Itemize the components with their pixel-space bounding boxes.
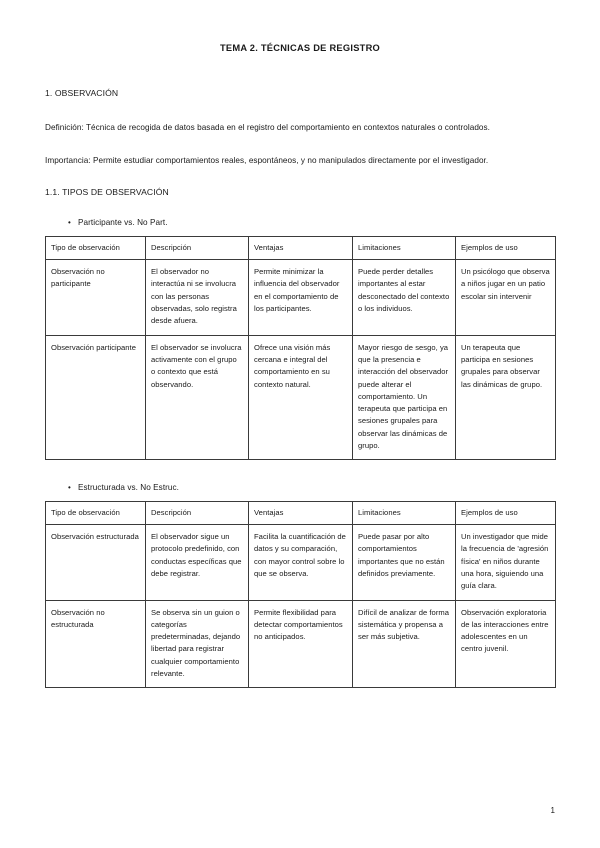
table-header-row bbox=[46, 236, 556, 259]
table-cell: Difícil de analizar de forma sistemática y propensa a ser más subjetiva. bbox=[353, 600, 456, 688]
subsection-heading-tipos-de-observacion: 1.1. TIPOS DE OBSERVACIÓN bbox=[45, 187, 169, 198]
table-column-header: Tipo de observación bbox=[46, 236, 146, 259]
table-cell: Observación participante bbox=[46, 335, 146, 460]
page-title: TEMA 2. TÉCNICAS DE REGISTRO bbox=[219, 43, 381, 53]
table-cell: Un psicólogo que observa a niños jugar en un patio escolar sin intervenir bbox=[456, 260, 556, 335]
table-cell: El observador no interactúa ni se involucra con las personas observadas, solo registra desde afuera. bbox=[146, 260, 249, 335]
table-cell: Permite flexibilidad para detectar comportamientos no anticipados. bbox=[249, 600, 353, 688]
page-number: 1 bbox=[550, 806, 555, 815]
table-cell: Puede perder detalles importantes al estar desconectado del contexto o los individuos. bbox=[353, 260, 456, 335]
table-cell: Facilita la cuantificación de datos y su comparación, con mayor control sobre lo que se observa. bbox=[249, 525, 353, 600]
table-column-header: Limitaciones bbox=[353, 236, 456, 259]
section-heading-observacion: 1. OBSERVACIÓN bbox=[45, 88, 119, 99]
table-participante-vs-no-participante bbox=[45, 236, 556, 460]
paragraph-definicion: Definición: Técnica de recogida de datos basada en el registro del comportamiento en contextos naturales o controlados. bbox=[45, 122, 491, 132]
table-estructurada-vs-no-estructurada bbox=[45, 501, 556, 689]
table-column-header: Tipo de observación bbox=[46, 501, 146, 524]
table-cell: Puede pasar por alto comportamientos importantes que no están definidos previamente. bbox=[353, 525, 456, 600]
table-cell: Observación estructurada bbox=[46, 525, 146, 600]
table-cell: Un investigador que mide la frecuencia de 'agresión física' en niños durante una hora, siguiendo una guía clara. bbox=[456, 525, 556, 600]
table-cell: El observador se involucra activamente con el grupo o contexto que está observando. bbox=[146, 335, 249, 460]
table-cell: Se observa sin un guion o categorías predeterminadas, dejando libertad para registrar cualquier comportamiento relevante. bbox=[146, 600, 249, 688]
table-cell: Observación no estructurada bbox=[46, 600, 146, 688]
bullet-marker-icon: • bbox=[68, 483, 71, 493]
table-cell: Mayor riesgo de sesgo, ya que la presencia e interacción del observador puede alterar el comportamiento. Un terapeuta que participa en sesiones grupales para observar las dinámicas de grupo. bbox=[353, 335, 456, 460]
table-row bbox=[46, 335, 556, 460]
paragraph-importancia: Importancia: Permite estudiar comportamientos reales, espontáneos, y no manipulados directamente por el investigador. bbox=[45, 156, 489, 166]
table-column-header: Ventajas bbox=[249, 236, 353, 259]
table-column-header: Ejemplos de uso bbox=[456, 501, 556, 524]
table-column-header: Descripción bbox=[146, 236, 249, 259]
table-column-header: Ejemplos de uso bbox=[456, 236, 556, 259]
table-header-row bbox=[46, 501, 556, 524]
table-column-header: Ventajas bbox=[249, 501, 353, 524]
bullet-item-estructurada bbox=[45, 482, 555, 493]
bullet-label-participante: Participante vs. No Part. bbox=[78, 218, 168, 228]
bullet-marker-icon: • bbox=[68, 218, 71, 228]
table-cell: Observación no participante bbox=[46, 260, 146, 335]
table-row bbox=[46, 260, 556, 335]
bullet-label-estructurada: Estructurada vs. No Estruc. bbox=[78, 483, 179, 493]
table-row bbox=[46, 525, 556, 600]
table-cell: El observador sigue un protocolo predefinido, con conductas específicas que debe registrar. bbox=[146, 525, 249, 600]
bullet-item-participante bbox=[45, 217, 555, 228]
table-column-header: Limitaciones bbox=[353, 501, 456, 524]
table-cell: Un terapeuta que participa en sesiones grupales para observar las dinámicas de grupo. bbox=[456, 335, 556, 460]
table-column-header: Descripción bbox=[146, 501, 249, 524]
table-cell: Permite minimizar la influencia del observador en el comportamiento de los participantes. bbox=[249, 260, 353, 335]
table-row bbox=[46, 600, 556, 688]
table-cell: Ofrece una visión más cercana e integral del comportamiento en su contexto natural. bbox=[249, 335, 353, 460]
table-cell: Observación exploratoria de las interacciones entre adolescentes en un centro juvenil. bbox=[456, 600, 556, 688]
